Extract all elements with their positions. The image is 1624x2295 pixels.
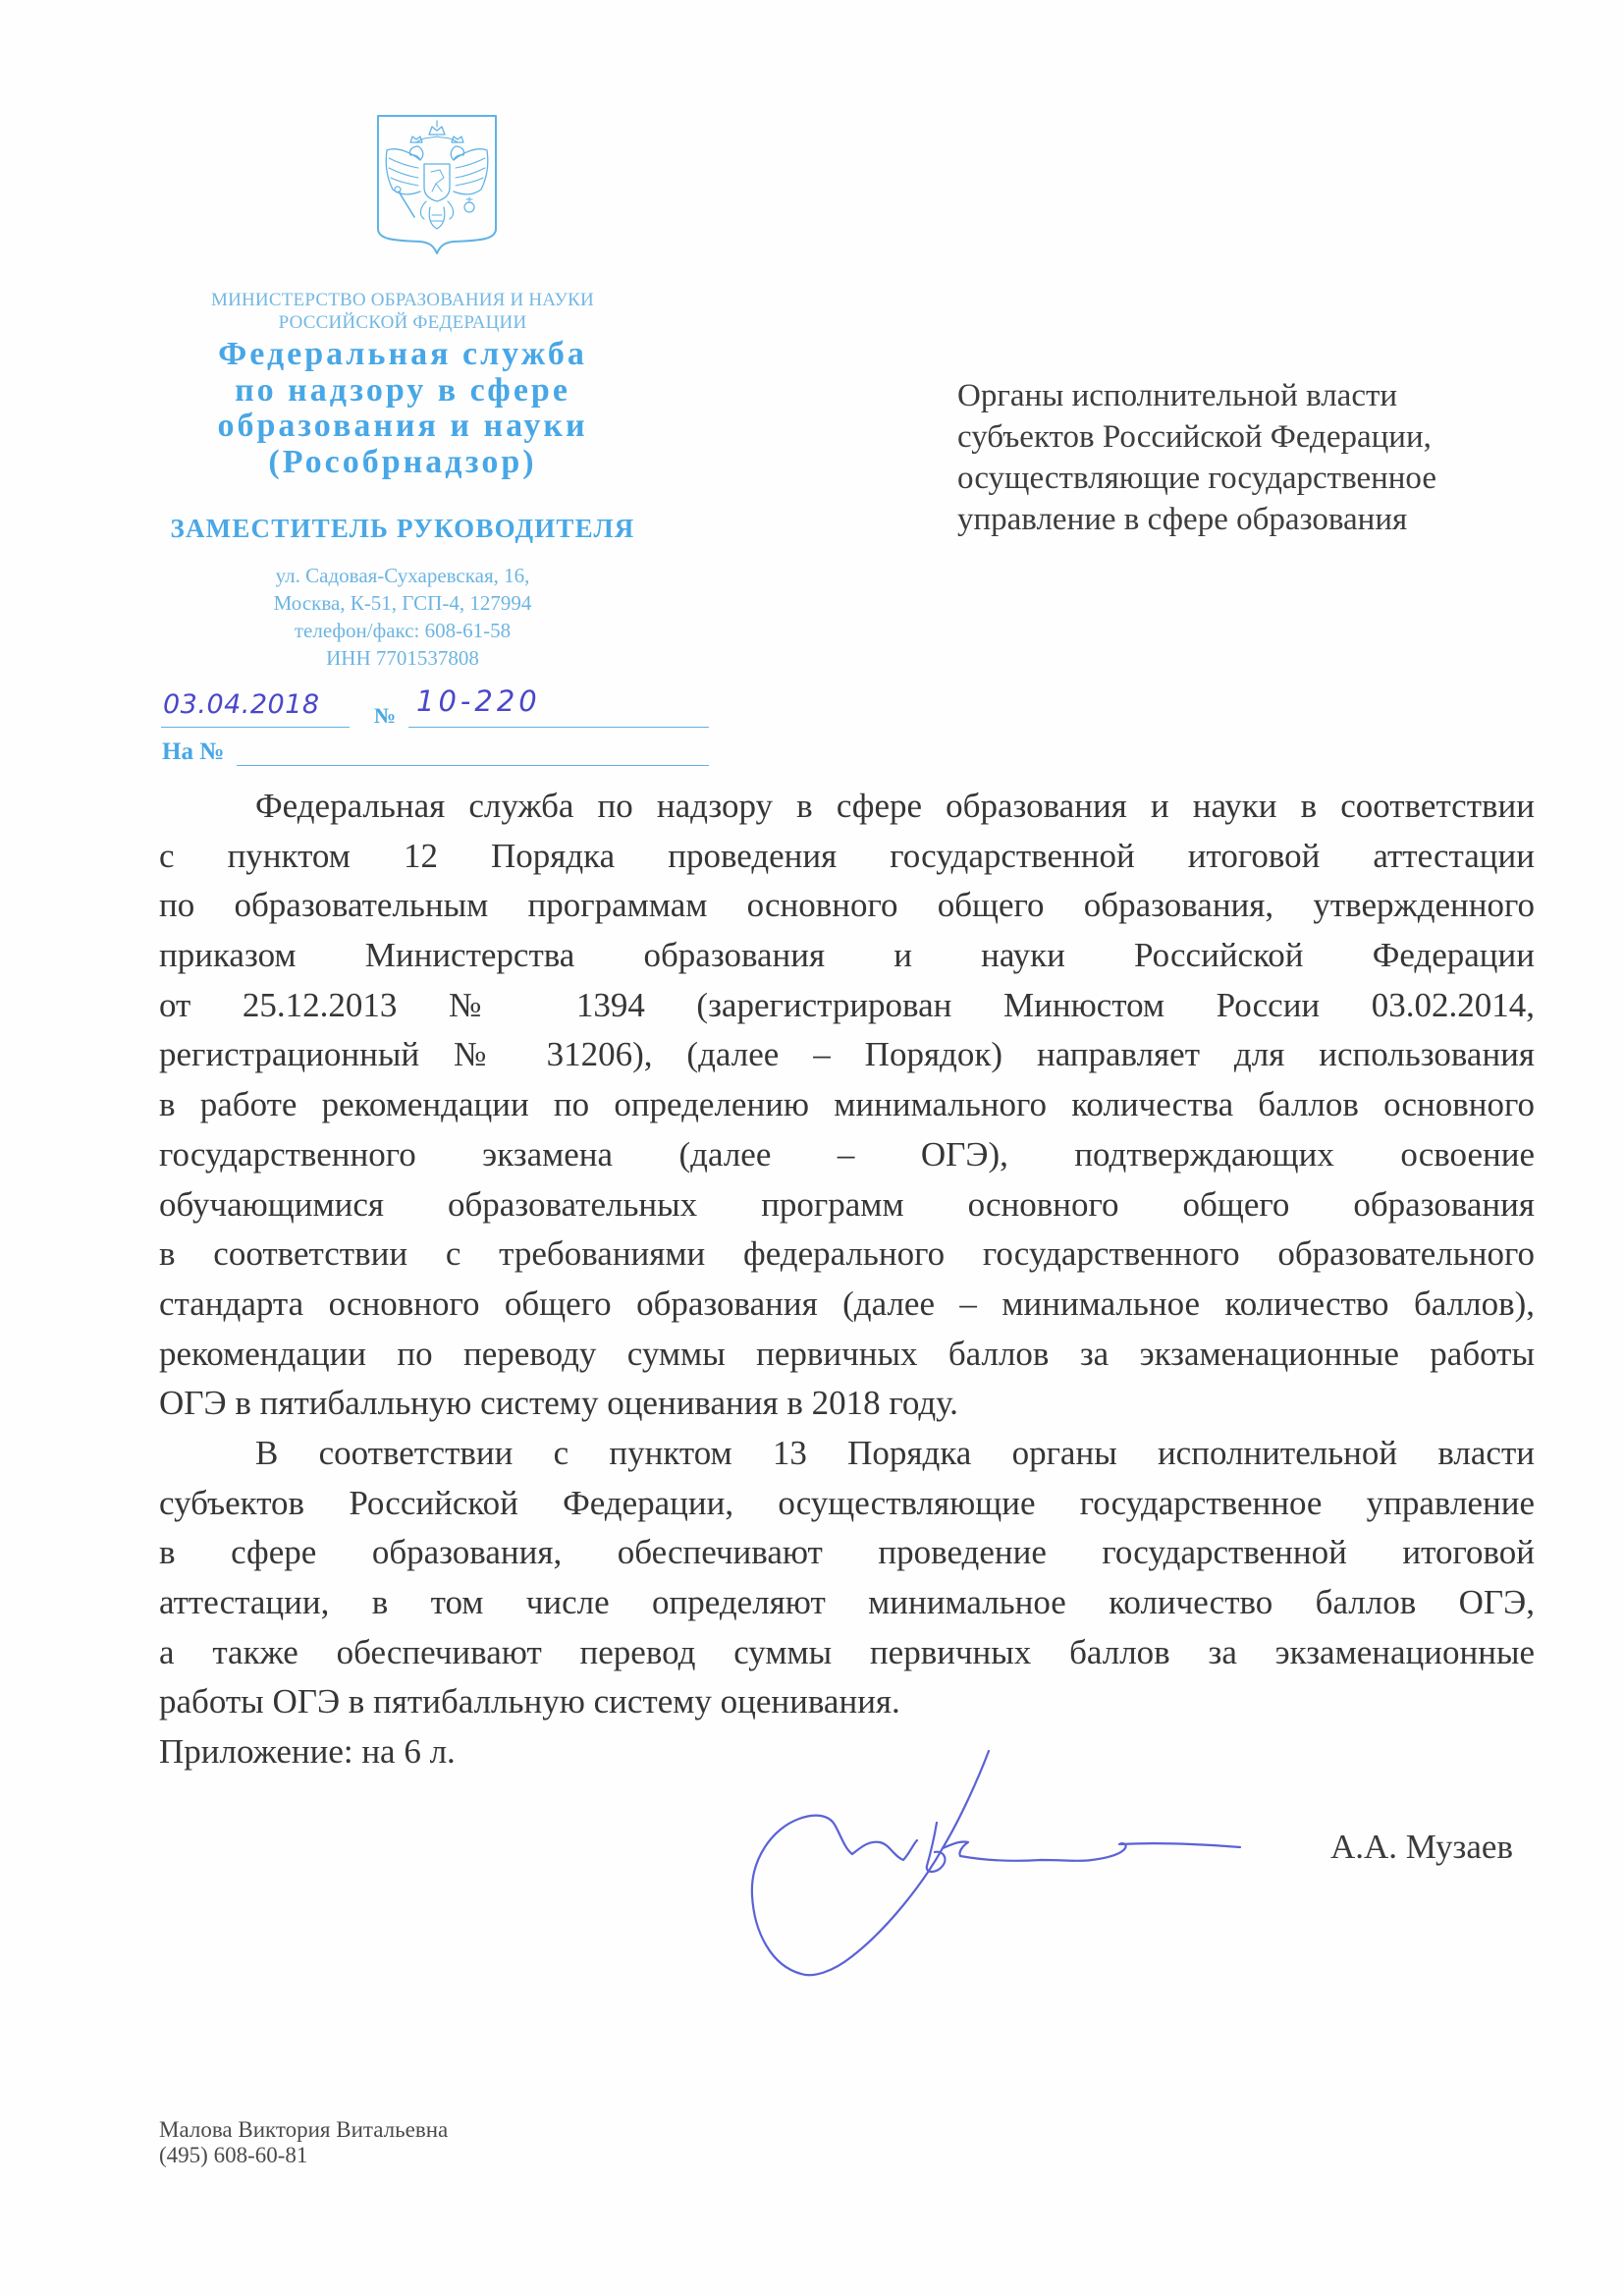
body-line: ОГЭ в пятибалльную систему оценивания в 2018 году. [159, 1384, 958, 1423]
attachment-note: Приложение: на 6 л. [159, 1732, 456, 1772]
signatory-position: ЗАМЕСТИТЕЛЬ РУКОВОДИТЕЛЯ [170, 514, 635, 543]
number-underline [408, 727, 709, 728]
recipient-block [957, 375, 1507, 540]
body-line: в сфере образования, обеспечивают проведение государственной итоговой [159, 1533, 1535, 1572]
coat-of-arms-icon [375, 113, 499, 256]
body-line: в соответствии с требованиями федерального государственного образовательного [159, 1234, 1535, 1274]
recipient-line: осуществляющие государственное [957, 461, 1436, 496]
address-line: ИНН 7701537808 [326, 646, 479, 670]
date-underline [161, 727, 350, 728]
body-line: аттестации, в том числе определяют минимальное количество баллов ОГЭ, [159, 1583, 1535, 1621]
body-line: приказом Министерства образования и науки Российской Федерации [159, 936, 1535, 975]
address-line: Москва, К-51, ГСП-4, 127994 [273, 591, 532, 615]
outgoing-number: 10-220 [416, 684, 541, 718]
paragraph [159, 782, 1535, 1429]
agency-line: Федеральная служба [218, 336, 587, 372]
executor-contact [159, 2117, 448, 2168]
body-line: Федеральная служба по надзору в сфере образования и науки в соответствии [255, 787, 1535, 825]
agency-line: образования и науки [217, 408, 588, 444]
paragraph [159, 1429, 1535, 1727]
recipient-line: субъектов Российской Федерации, [957, 419, 1432, 455]
ministry-line: МИНИСТЕРСТВО ОБРАЗОВАНИЯ И НАУКИ [211, 290, 594, 310]
body-line: в работе рекомендации по определению минимального количества баллов основного [159, 1085, 1535, 1124]
body-line: с пунктом 12 Порядка проведения государственной итоговой аттестации [159, 836, 1535, 875]
agency-name [157, 337, 648, 480]
letterhead-address [157, 562, 648, 672]
executor-name: Малова Виктория Витальевна [159, 2117, 449, 2142]
ministry-line: РОССИЙСКОЙ ФЕДЕРАЦИИ [278, 312, 527, 333]
agency-line: (Рособрнадзор) [268, 443, 537, 480]
recipient-line: управление в сфере образования [957, 502, 1408, 537]
body-line: работы ОГЭ в пятибалльную систему оценивания. [159, 1682, 900, 1721]
body-line: обучающимися образовательных программ основного общего образования [159, 1184, 1535, 1224]
recipient-line: Органы исполнительной власти [957, 378, 1398, 413]
body-line: стандарта основного общего образования (далее – минимальное количество баллов), [159, 1284, 1535, 1323]
body-line: субъектов Российской Федерации, осуществляющие государственное управление [159, 1483, 1535, 1522]
reference-underline [237, 765, 709, 766]
body-line: государственного экзамена (далее – ОГЭ), подтверждающих освоение [159, 1134, 1535, 1174]
handwritten-signature [750, 1750, 1241, 1978]
number-label: № [374, 703, 397, 728]
body-line: регистрационный № 31206), (далее – Порядок) направляет для использования [159, 1035, 1535, 1074]
body-line: по образовательным программам основного общего образования, утвержденного [159, 886, 1535, 925]
body-line: а также обеспечивают перевод суммы первичных баллов за экзаменационные [159, 1632, 1535, 1671]
body-line: от 25.12.2013 № 1394 (зарегистрирован Минюстом России 03.02.2014, [159, 985, 1535, 1024]
signatory-name: А.А. Музаев [1330, 1828, 1513, 1866]
executor-phone: (495) 608-60-81 [159, 2143, 308, 2167]
address-line: ул. Садовая-Сухаревская, 16, [275, 564, 530, 587]
address-line: телефон/факс: 608-61-58 [294, 619, 512, 642]
letter-body [159, 782, 1535, 1777]
outgoing-date: 03.04.2018 [163, 689, 320, 720]
body-line: В соответствии с пунктом 13 Порядка органы исполнительной власти [255, 1433, 1535, 1472]
ministry-name [157, 289, 648, 334]
body-line: рекомендации по переводу суммы первичных баллов за экзаменационные работы [159, 1334, 1535, 1373]
reference-label: На № [162, 738, 225, 765]
agency-line: по надзору в сфере [235, 371, 570, 409]
